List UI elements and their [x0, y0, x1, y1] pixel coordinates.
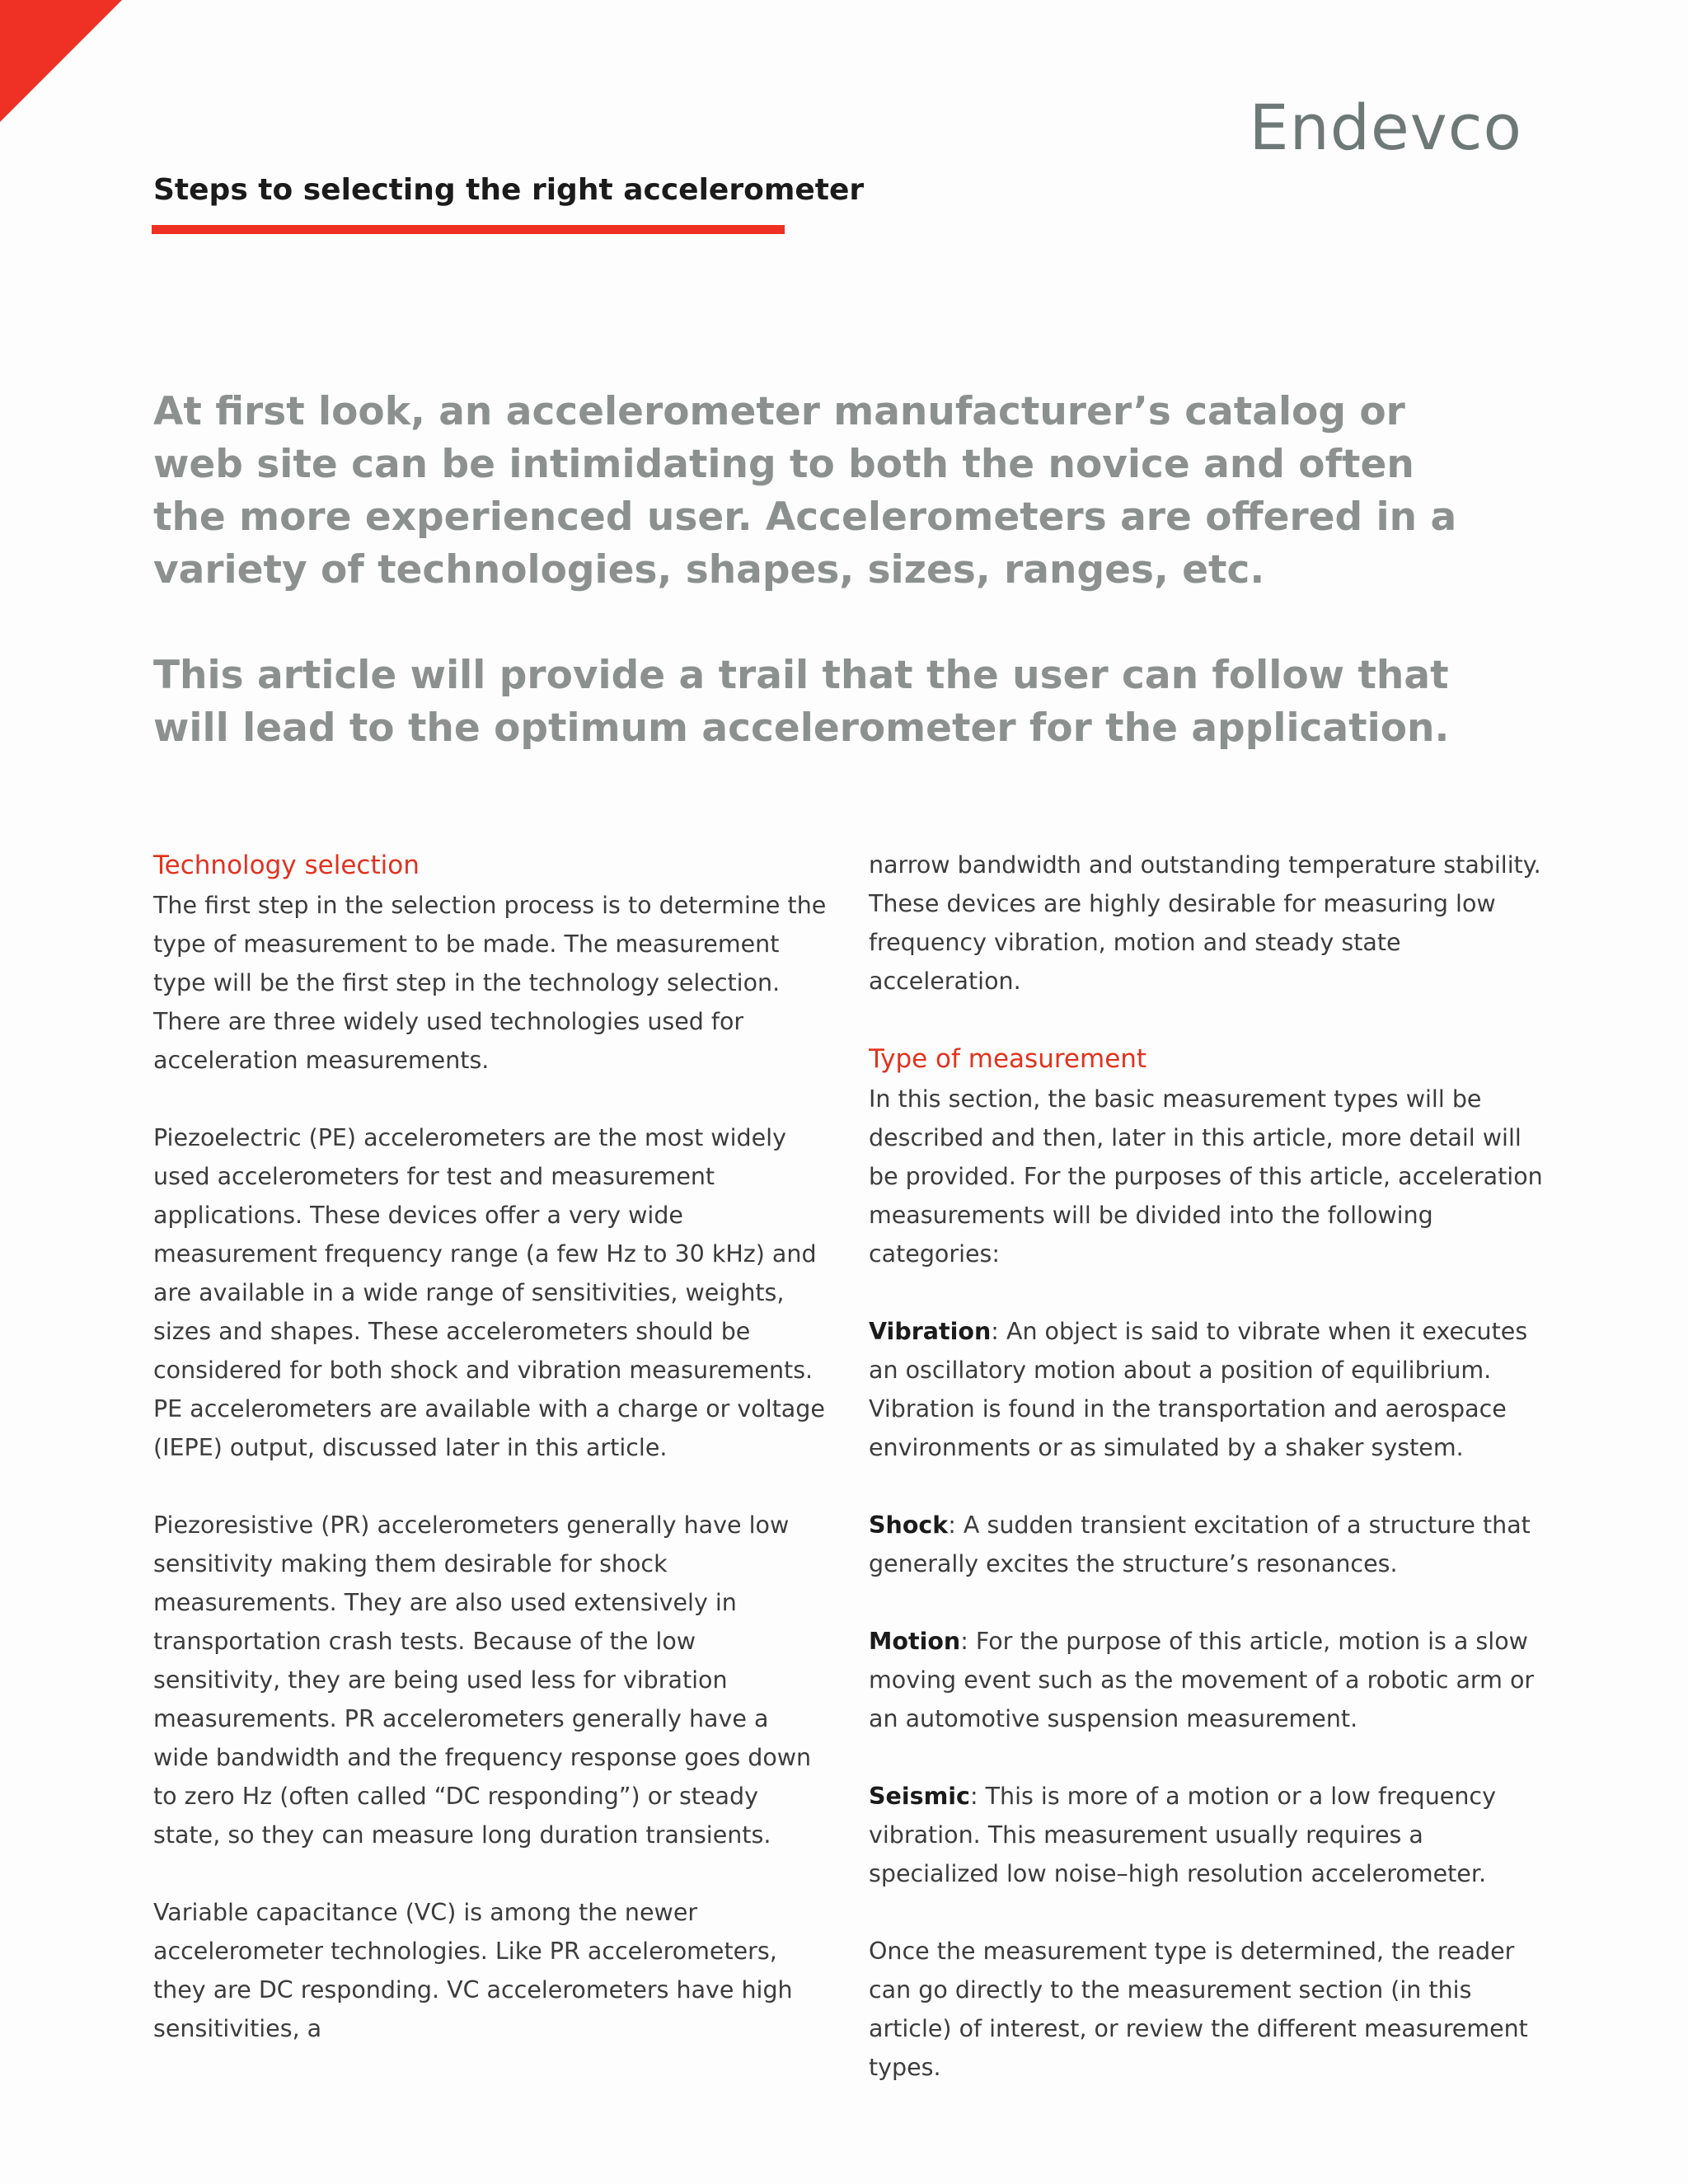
paragraph: Variable capacitance (VC) is among the newer accelerometer technologies. Like PR accelerometers, they are DC responding. VC accelerometers have high sensitivities, a [153, 1899, 793, 2042]
section-heading-technology: Technology selection [153, 851, 420, 880]
definition-text: : For the purpose of this article, motion is a slow moving event such as the movement of a robotic arm or an automotive suspension measurement. [869, 1628, 1535, 1732]
term-vibration: Vibration [869, 1318, 992, 1345]
corner-accent [0, 0, 122, 122]
term-shock: Shock [869, 1511, 949, 1539]
title-underline [152, 225, 785, 234]
paragraph: The first step in the selection process is to determine the type of measurement to be made. The measurement type will be the first step in the technology selection. There are three widely used technologies used for acceleration measurements. [153, 892, 827, 1074]
definition-text: : A sudden transient excitation of a structure that generally excites the structure’s resonances. [869, 1511, 1531, 1577]
intro-paragraph: This article will provide a trail that the user can follow that will lead to the optimum accelerometer for the application. [153, 653, 1450, 751]
intro-block [153, 386, 1472, 755]
brand-logo: Endevco [1249, 91, 1522, 164]
definition-shock [869, 1506, 1545, 1583]
intro-paragraph: At first look, an accelerometer manufacturer’s catalog or web site can be intimidating to both the novice and often the more experienced user. Accelerometers are offered in a variety of technologies, shapes, sizes, ranges, etc. [153, 389, 1457, 593]
paragraph: In this section, the basic measurement types will be described and then, later in this article, more detail will be provided. For the purposes of this article, acceleration measurements will be divided into the following categories: [869, 1085, 1543, 1268]
section-heading-measurement: Type of measurement [869, 1044, 1147, 1074]
paragraph: narrow bandwidth and outstanding temperature stability. These devices are highly desirable for measuring low frequency vibration, motion and steady state acceleration. [869, 851, 1541, 995]
left-column [153, 846, 829, 2087]
right-column [869, 846, 1545, 2125]
definition-text: : This is more of a motion or a low frequency vibration. This measurement usually requires a specialized low noise–high resolution accelerometer. [869, 1783, 1496, 1887]
definition-seismic [869, 1777, 1545, 1893]
term-seismic: Seismic [869, 1783, 970, 1810]
paragraph: Once the measurement type is determined, the reader can go directly to the measurement section (in this article) of interest, or review the different measurement types. [869, 1938, 1528, 2081]
definition-motion [869, 1622, 1545, 1738]
paragraph: Piezoresistive (PR) accelerometers generally have low sensitivity making them desirable for shock measurements. They are also used extensively in transportation crash tests. Because of the low sensitivity, they are being used less for vibration measurements. PR accelerometers generally have a wide bandwidth and the frequency response goes down to zero Hz (often called “DC responding”) or steady state, so they can measure long duration transients. [153, 1511, 812, 1849]
definition-vibration [869, 1312, 1545, 1467]
document-title: Steps to selecting the right accelerometer [153, 173, 865, 207]
definition-text: : An object is said to vibrate when it executes an oscillatory motion about a position of equilibrium. Vibration is found in the transportation and aerospace environments or as simulated by a shaker system. [869, 1318, 1528, 1461]
paragraph: Piezoelectric (PE) accelerometers are the most widely used accelerometers for test and measurement applications. These devices offer a very wide measurement frequency range (a few Hz to 30 kHz) and are available in a wide range of sensitivities, weights, sizes and shapes. These accelerometers should be considered for both shock and vibration measurements. PE accelerometers are available with a charge or voltage (IEPE) output, discussed later in this article. [153, 1124, 825, 1461]
term-motion: Motion [869, 1628, 961, 1655]
